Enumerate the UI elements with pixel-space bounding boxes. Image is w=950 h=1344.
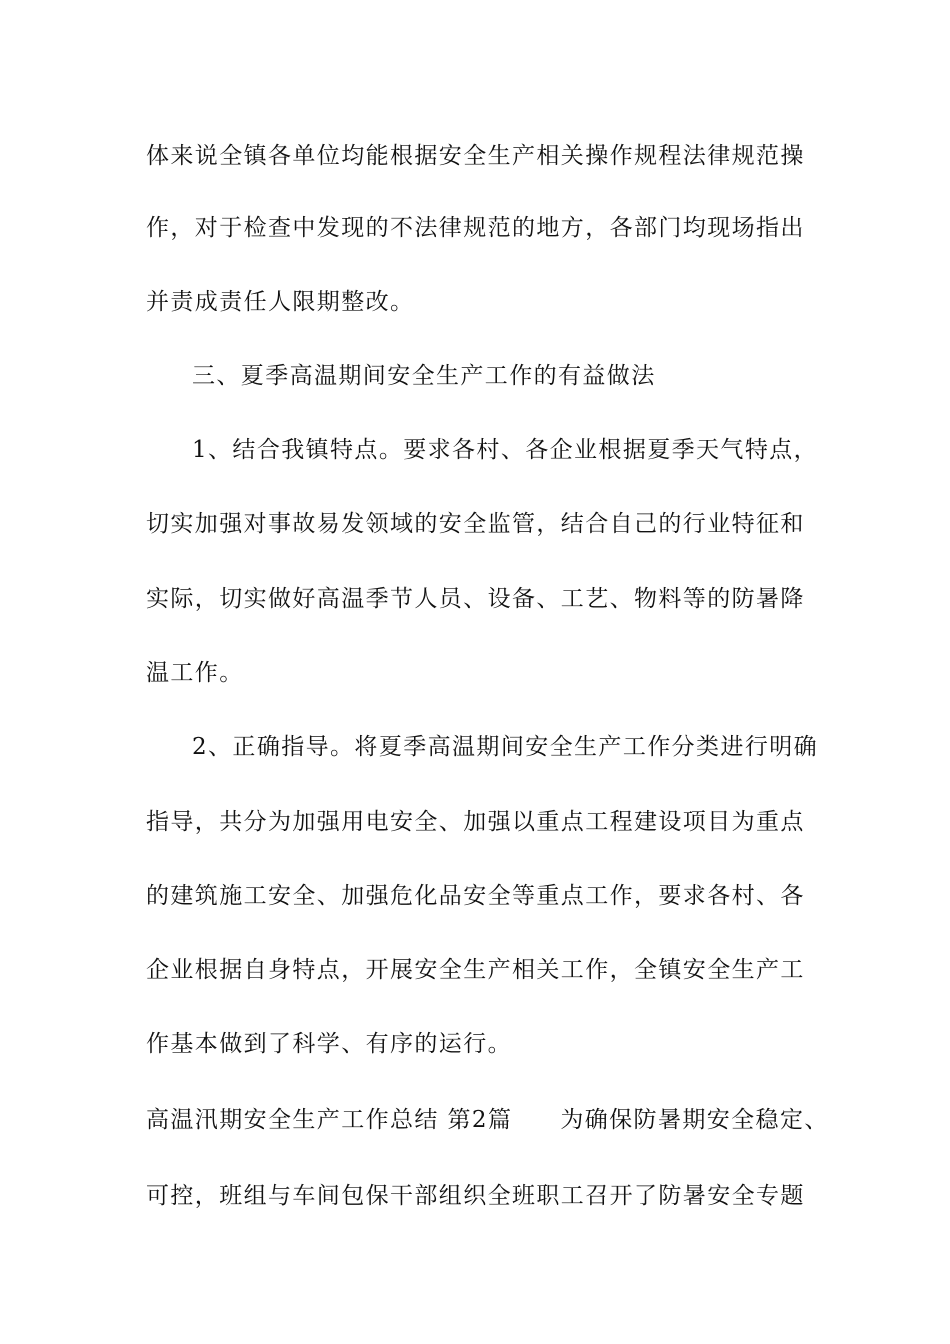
body-text-line: 体来说全镇各单位均能根据安全生产相关操作规程法律规范操	[146, 143, 805, 169]
body-text-line: 可控，班组与车间包保干部组织全班职工召开了防暑安全专题	[146, 1183, 805, 1209]
body-text-line: 1、结合我镇特点。要求各村、各企业根据夏季天气特点，	[192, 437, 819, 463]
article-2-first-text: 为确保防暑期安全稳定、	[560, 1107, 829, 1133]
article-2-title-line	[146, 1105, 829, 1135]
body-text-line: 并责成责任人限期整改。	[146, 289, 415, 315]
section-heading: 三、夏季高温期间安全生产工作的有益做法	[192, 363, 656, 389]
body-text-line: 作，对于检查中发现的不法律规范的地方，各部门均现场指出	[146, 215, 805, 241]
body-text-line: 2、正确指导。将夏季高温期间安全生产工作分类进行明确	[192, 734, 819, 760]
body-text-line: 指导，共分为加强用电安全、加强以重点工程建设项目为重点	[146, 809, 805, 835]
body-text-line: 温工作。	[146, 660, 244, 686]
body-text-line: 作基本做到了科学、有序的运行。	[146, 1031, 512, 1057]
article-2-title: 高温汛期安全生产工作总结 第2篇	[146, 1107, 513, 1133]
body-text-line: 的建筑施工安全、加强危化品安全等重点工作，要求各村、各	[146, 883, 805, 909]
body-text-line: 切实加强对事故易发领域的安全监管，结合自己的行业特征和	[146, 511, 805, 537]
body-text-line: 企业根据自身特点，开展安全生产相关工作，全镇安全生产工	[146, 957, 805, 983]
body-text-line: 实际，切实做好高温季节人员、设备、工艺、物料等的防暑降	[146, 586, 805, 612]
